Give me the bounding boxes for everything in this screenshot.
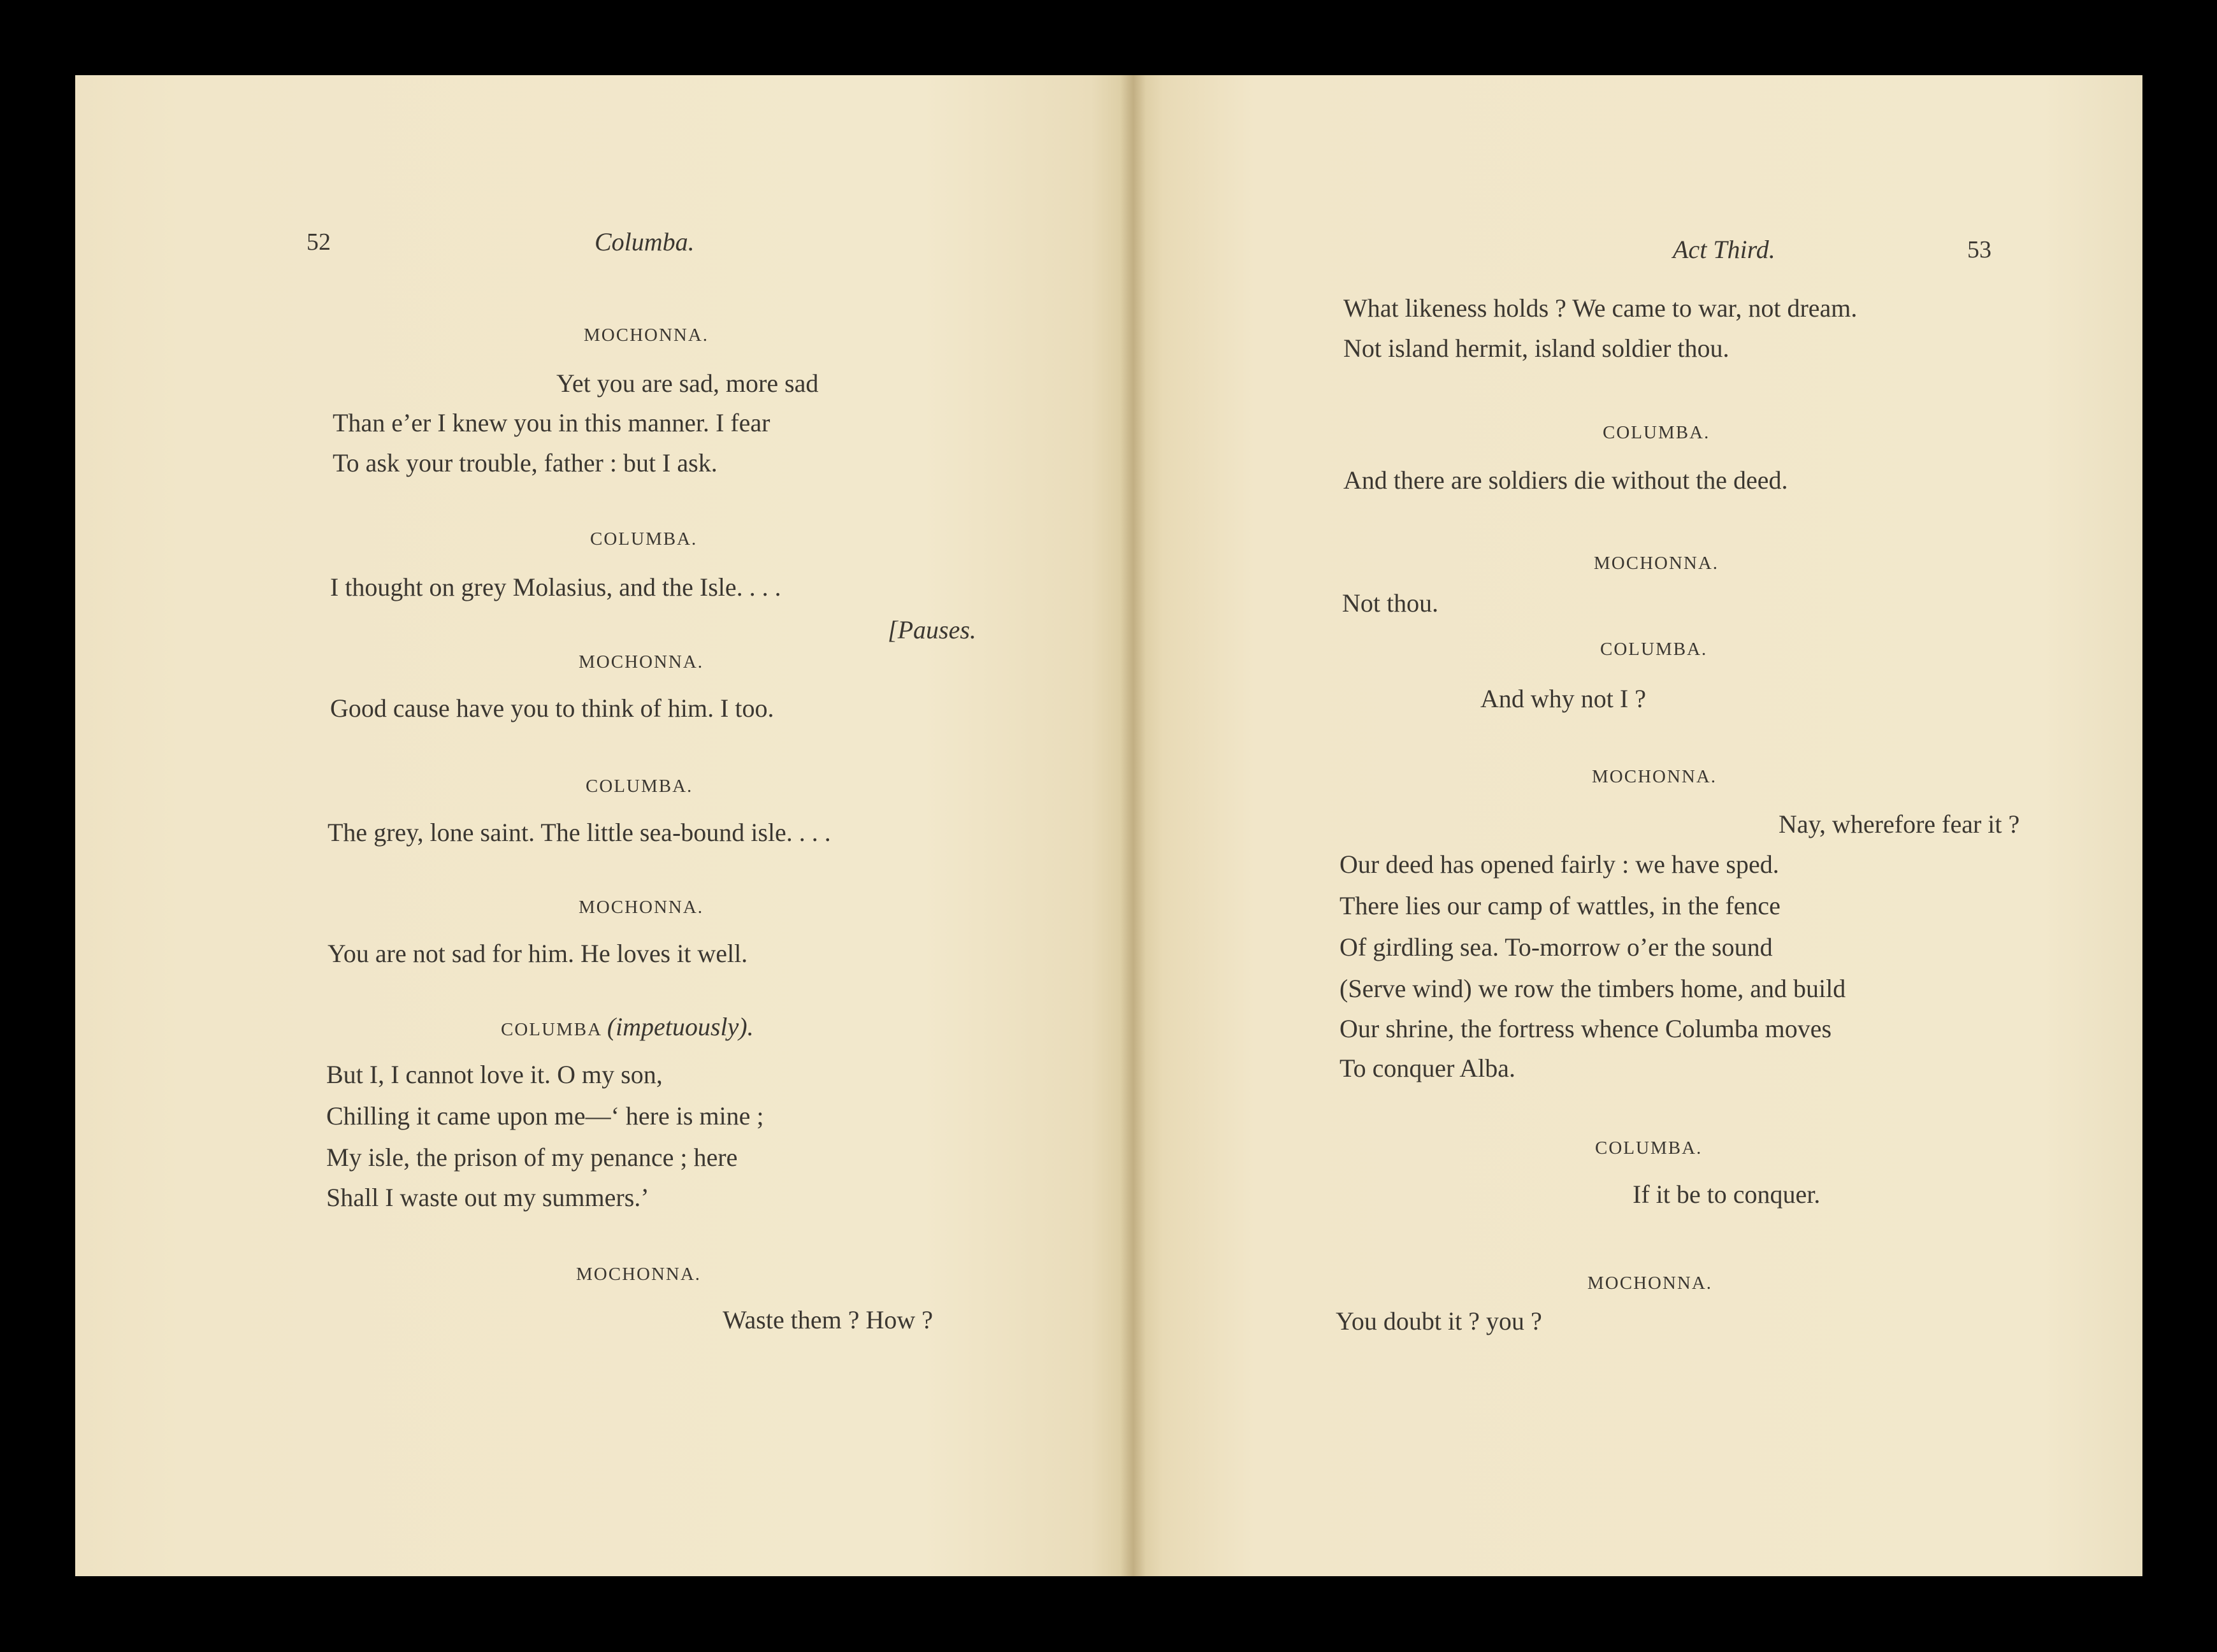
verse-line: Shall I waste out my summers.’ [326, 1183, 649, 1212]
verse-line: You doubt it ? you ? [1336, 1307, 1542, 1335]
verse-line: You are not sad for him. He loves it well. [328, 939, 748, 968]
verse-line: But I, I cannot love it. O my son, [326, 1060, 663, 1089]
verse-line: (Serve wind) we row the timbers home, and build [1340, 974, 1846, 1003]
running-head: Columba. [595, 227, 695, 256]
verse-line: To ask your trouble, father : but I ask. [333, 449, 718, 477]
verse-line: The grey, lone saint. The little sea-bound isle. . . . [328, 818, 831, 847]
verse-line: Waste them ? How ? [723, 1305, 933, 1334]
speaker-name: MOCHONNA. [1592, 766, 1717, 787]
verse-line: Our shrine, the fortress whence Columba moves [1340, 1014, 1832, 1043]
speaker-name: MOCHONNA. [584, 325, 709, 345]
book-gutter [1120, 75, 1146, 1576]
verse-line: Not thou. [1342, 589, 1439, 617]
stage-direction: (impetuously). [607, 1012, 754, 1041]
left-page [75, 75, 1133, 1576]
book-spread [75, 75, 2142, 1576]
verse-line: Of girdling sea. To-morrow o’er the sound [1340, 933, 1773, 961]
page-number: 53 [1967, 236, 1991, 263]
speaker-name: COLUMBA. [590, 529, 698, 549]
verse-line: To conquer Alba. [1340, 1054, 1516, 1082]
speaker-name: MOCHONNA. [1594, 553, 1719, 573]
verse-line: My isle, the prison of my penance ; here [326, 1143, 738, 1172]
speaker-name: MOCHONNA. [579, 897, 704, 917]
speaker-name: COLUMBA. [1600, 639, 1708, 659]
verse-line: Yet you are sad, more sad [556, 369, 819, 398]
verse-line: There lies our camp of wattles, in the fence [1340, 891, 1780, 920]
speaker-name: COLUMBA. [1595, 1138, 1703, 1158]
speaker-name: COLUMBA. [586, 776, 693, 796]
speaker-with-direction [501, 1012, 754, 1042]
verse-line: Than e’er I knew you in this manner. I fear [333, 408, 770, 437]
speaker-name: MOCHONNA. [1587, 1273, 1713, 1293]
speaker-name: MOCHONNA. [579, 652, 704, 672]
stage-direction: [Pauses. [888, 615, 976, 644]
speaker-name: COLUMBA. [1603, 422, 1710, 443]
right-page [1133, 75, 2142, 1576]
verse-line: Good cause have you to think of him. I too. [330, 694, 774, 722]
verse-line: If it be to conquer. [1633, 1180, 1821, 1209]
speaker-name: COLUMBA [501, 1019, 602, 1040]
page-number: 52 [307, 229, 331, 255]
running-head: Act Third. [1673, 235, 1775, 264]
verse-line: And why not I ? [1480, 684, 1646, 713]
verse-line: Chilling it came upon me—‘ here is mine ; [326, 1102, 764, 1130]
speaker-name: MOCHONNA. [576, 1264, 702, 1284]
verse-line: What likeness holds ? We came to war, not dream. [1343, 294, 1858, 322]
verse-line: And there are soldiers die without the deed. [1343, 466, 1788, 494]
verse-line: Our deed has opened fairly : we have sped. [1340, 850, 1779, 879]
verse-line: I thought on grey Molasius, and the Isle. . . . [330, 573, 781, 601]
verse-line: Nay, wherefore fear it ? [1779, 810, 2020, 838]
verse-line: Not island hermit, island soldier thou. [1343, 334, 1730, 363]
